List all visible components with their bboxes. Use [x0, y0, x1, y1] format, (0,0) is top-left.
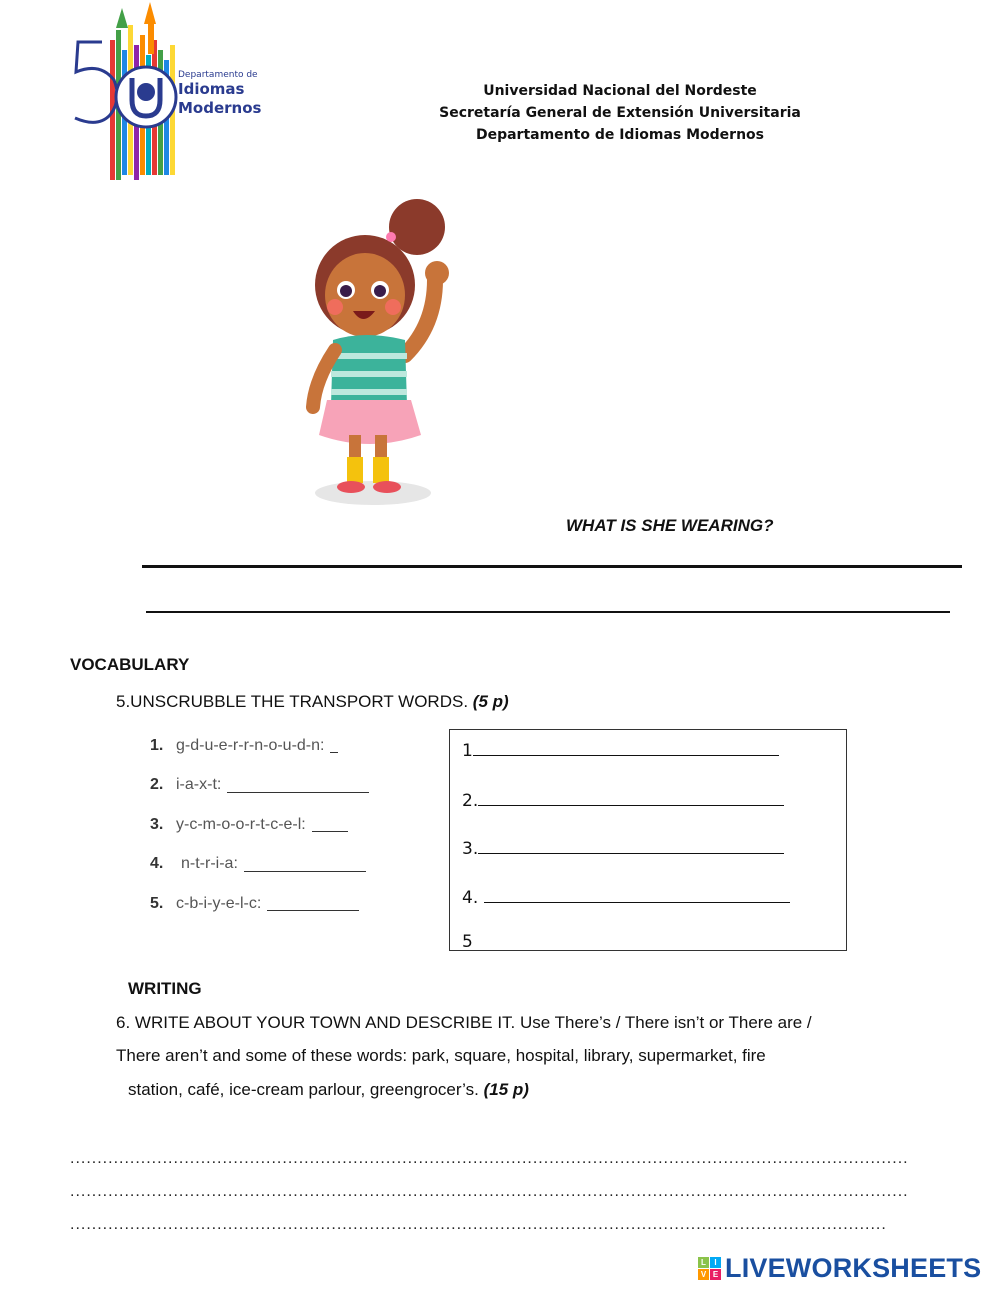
writing-instruction-text: station, café, ice-cream parlour, greengrocer’s.	[128, 1080, 479, 1099]
department-logo	[70, 0, 270, 185]
logo-text	[178, 70, 261, 118]
scrambled-word-item	[150, 726, 390, 766]
scrambled-word-item	[150, 884, 390, 924]
answer-number: 1	[462, 741, 473, 761]
writing-line-1[interactable]: ..........................................................................................................................................................	[70, 1150, 909, 1167]
girl-illustration	[295, 195, 465, 510]
answer-box	[449, 729, 847, 951]
item-number: 1.	[150, 736, 164, 754]
answer-number: 2.	[462, 791, 479, 811]
logo-letter: L	[698, 1257, 709, 1268]
vocabulary-instruction	[116, 692, 509, 712]
answer-number: 5	[462, 932, 473, 951]
institution-header	[420, 80, 820, 146]
writing-instruction-line1: 6. WRITE ABOUT YOUR TOWN AND DESCRIBE IT. Use There’s / There isn’t or There are /	[116, 1013, 812, 1032]
logo-letter: E	[710, 1269, 721, 1280]
header-university: Universidad Nacional del Nordeste	[483, 83, 757, 99]
item-number: 2.	[150, 776, 164, 794]
answer-blank[interactable]	[473, 738, 779, 756]
scrambled-word: c-b-i-y-e-l-c:	[176, 894, 262, 912]
header-department: Departamento de Idiomas Modernos	[475, 127, 765, 143]
answer-blank[interactable]	[478, 836, 784, 854]
picture-question: WHAT IS SHE WEARING?	[566, 516, 774, 535]
logo-dept-line1: Idiomas	[178, 80, 245, 98]
logo-letter: I	[710, 1257, 721, 1268]
writing-line-3[interactable]: ......................................................................................................................................................	[70, 1216, 887, 1233]
liveworksheets-logo-icon	[698, 1257, 721, 1280]
blank-line	[267, 896, 359, 911]
answer-line-1[interactable]	[142, 565, 962, 568]
logo-letter: V	[698, 1269, 709, 1280]
blank-line	[244, 857, 366, 872]
brand-name: LIVEWORKSHEETS	[725, 1253, 982, 1283]
item-number: 4.	[150, 855, 164, 873]
writing-points: (15 p)	[483, 1080, 529, 1099]
logo-dept-line2: Modernos	[178, 99, 262, 117]
writing-heading: WRITING	[128, 979, 202, 998]
vocabulary-instruction-text: 5.UNSCRUBBLE THE TRANSPORT WORDS.	[116, 692, 469, 711]
scrambled-word-item	[150, 845, 390, 885]
answer-row[interactable]	[462, 885, 790, 908]
answer-row[interactable]	[462, 932, 473, 951]
answer-blank[interactable]	[478, 788, 784, 806]
answer-row[interactable]	[462, 836, 784, 859]
writing-instruction-line3	[128, 1080, 529, 1100]
writing-instruction-line2: There aren’t and some of these words: park, square, hospital, library, supermarket, fire	[116, 1046, 766, 1065]
scrambled-word-item	[150, 766, 390, 806]
answer-row[interactable]	[462, 788, 784, 811]
answer-blank[interactable]	[484, 885, 790, 903]
blank-line	[227, 778, 369, 793]
item-number: 3.	[150, 815, 164, 833]
vocabulary-points: (5 p)	[472, 692, 509, 711]
scrambled-word: y-c-m-o-o-r-t-c-e-l:	[176, 815, 306, 833]
logo-dept-small: Departamento de	[178, 70, 258, 80]
answer-number: 3.	[462, 839, 479, 859]
scrambled-word-list	[150, 726, 390, 924]
scrambled-word: n-t-r-i-a:	[181, 855, 238, 873]
answer-row[interactable]	[462, 738, 779, 761]
scrambled-word: i-a-x-t:	[176, 776, 222, 794]
writing-line-2[interactable]: ..........................................................................................................................................................	[70, 1183, 909, 1200]
liveworksheets-brand[interactable]	[698, 1253, 981, 1284]
answer-number: 4.	[462, 888, 479, 908]
header-secretaria: Secretaría General de Extensión Universitaria	[439, 105, 801, 121]
blank-line	[330, 738, 338, 753]
answer-line-2[interactable]	[146, 611, 950, 613]
scrambled-word-item	[150, 805, 390, 845]
item-number: 5.	[150, 894, 164, 912]
vocabulary-heading: VOCABULARY	[70, 655, 190, 674]
scrambled-word: g-d-u-e-r-r-n-o-u-d-n:	[176, 736, 325, 754]
blank-line	[312, 817, 348, 832]
